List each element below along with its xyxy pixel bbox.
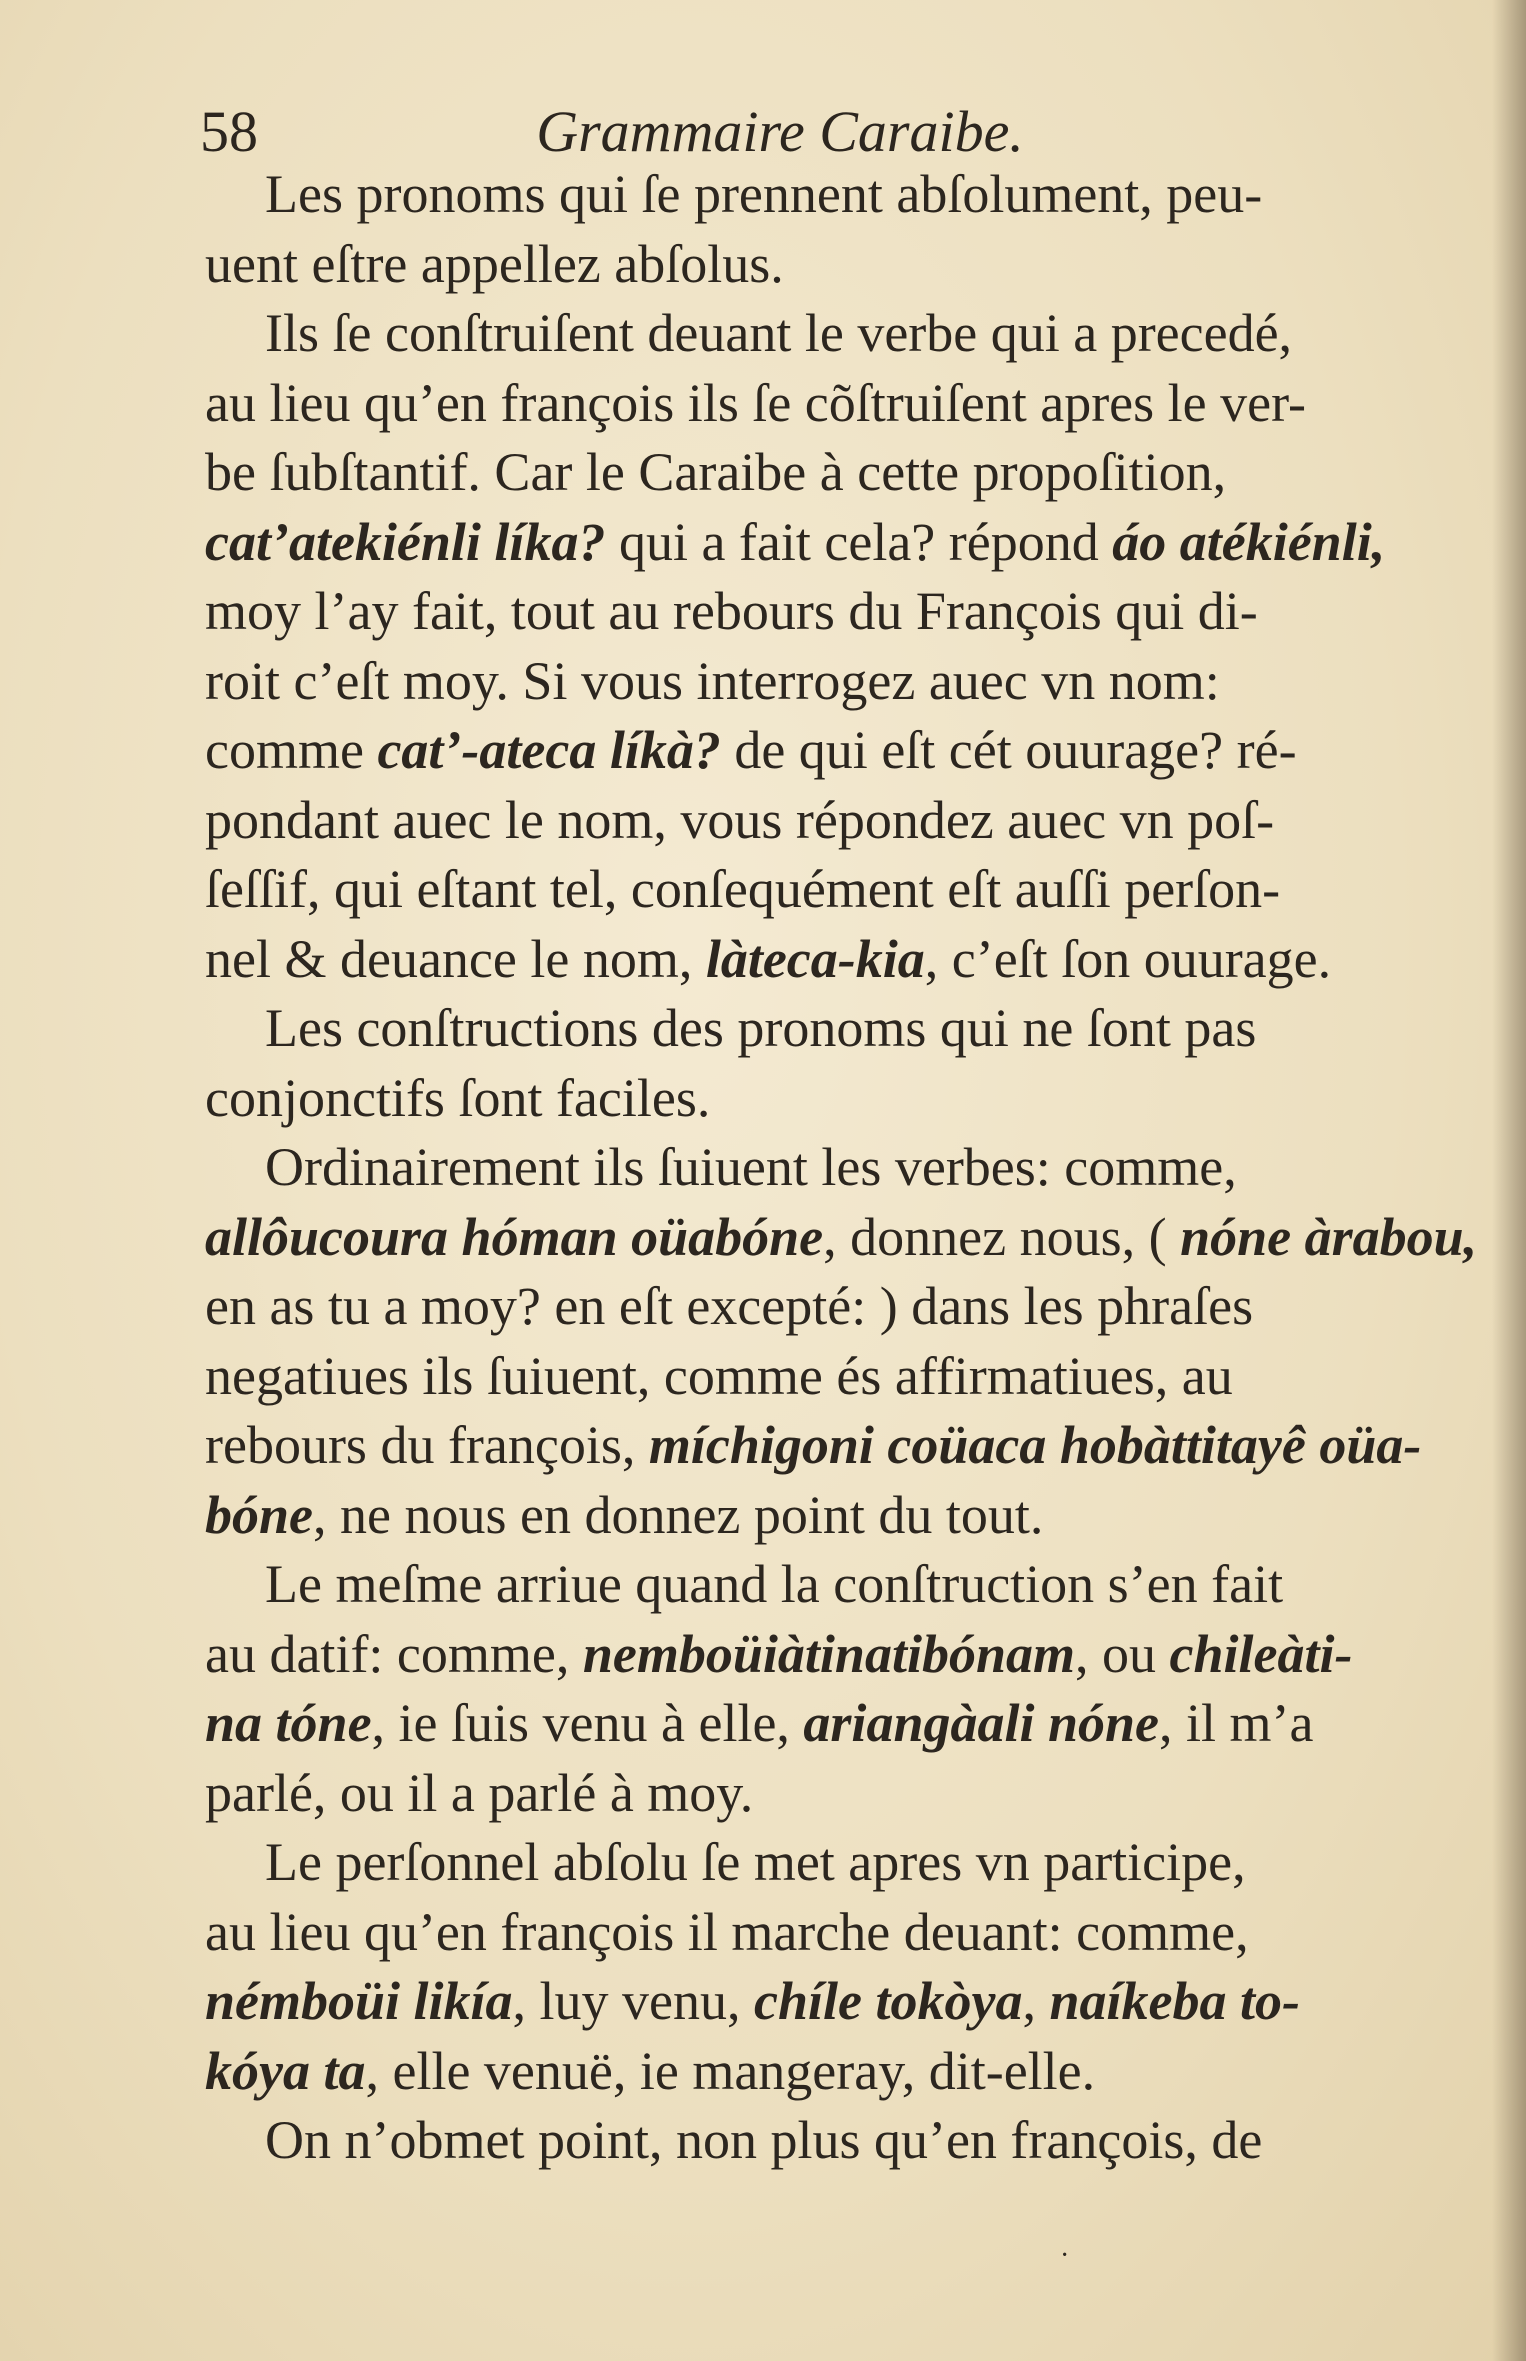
text-line: [205, 1828, 1495, 1898]
caribbean-term: áo atékiénli,: [1112, 511, 1386, 572]
text-line: [205, 577, 1495, 647]
text-run: rebours du françois,: [205, 1415, 649, 1475]
text-line: [205, 1203, 1495, 1273]
caribbean-term: làteca-kia: [705, 928, 925, 989]
caribbean-term: míchigoni coüaca hobàttitayê oüa-: [648, 1415, 1422, 1475]
text-line: [205, 1411, 1495, 1481]
caribbean-term: kóya ta: [205, 2040, 366, 2101]
caribbean-term: chileàti-: [1169, 1623, 1353, 1684]
text-line: [205, 438, 1495, 508]
text-run: pondant auec le nom, vous répondez auec vn poſ-: [205, 789, 1275, 850]
text-run: , luy venu,: [512, 1971, 755, 2031]
text-line: [205, 1898, 1495, 1968]
text-line: [205, 160, 1495, 230]
text-run: Les pronoms qui ſe prennent abſolument, peu-: [265, 164, 1263, 224]
text-line: [205, 1967, 1495, 2037]
text-run: comme: [205, 720, 378, 780]
caribbean-term: naíkeba to-: [1049, 1971, 1300, 2031]
text-run: moy l’ay fait, tout au rebours du François qui di-: [205, 581, 1258, 641]
page-gutter-shadow: [1492, 0, 1526, 2361]
text-line: [205, 647, 1495, 717]
text-run: , ie ſuis venu à elle,: [371, 1693, 804, 1753]
text-run: nel & deuance le nom,: [205, 928, 706, 989]
text-run: , c’eſt ſon ouurage.: [924, 928, 1332, 989]
caribbean-term: allôucoura hóman oüabóne: [205, 1206, 824, 1267]
caribbean-term: nemboüiàtinatibónam: [582, 1623, 1075, 1684]
caribbean-term: chíle tokòya: [754, 1971, 1023, 2031]
text-run: au lieu qu’en françois il marche deuant: comme,: [205, 1901, 1249, 1962]
text-run: , ne nous en donnez point du tout.: [313, 1484, 1044, 1545]
text-line: [205, 1759, 1495, 1829]
text-run: , elle venuë, ie mangeray, dit-elle.: [365, 2040, 1096, 2101]
text-run: On n’obmet point, non plus qu’en françois, de: [265, 2110, 1263, 2170]
text-line: [205, 1620, 1495, 1690]
text-run: Le meſme arriue quand la conſtruction s’en fait: [265, 1554, 1284, 1614]
text-run: Ordinairement ils ſuiuent les verbes: comme,: [265, 1137, 1237, 1197]
text-run: Les conſtructions des pronoms qui ne ſont pas: [265, 998, 1257, 1058]
text-run: negatiues ils ſuiuent, comme és affirmatiues, au: [205, 1345, 1233, 1406]
text-line: [205, 716, 1495, 786]
text-line: [205, 786, 1495, 856]
text-line: [205, 1481, 1495, 1551]
text-run: conjonctifs ſont faciles.: [205, 1067, 711, 1128]
text-line: [205, 1550, 1495, 1620]
text-run: , ou: [1075, 1623, 1170, 1684]
text-line: [205, 508, 1495, 578]
running-title: Grammaire Caraibe.: [536, 99, 1024, 164]
text-run: uent eſtre appellez abſolus.: [205, 233, 784, 294]
caribbean-term: cat’atekiénli líka?: [205, 511, 606, 572]
ink-speck: ·: [1060, 2240, 1070, 2271]
text-line: [205, 230, 1495, 300]
text-line: [205, 1272, 1495, 1342]
text-line: [205, 1064, 1495, 1134]
text-run: ,: [1022, 1971, 1050, 2031]
text-run: , il m’a: [1159, 1693, 1314, 1753]
text-line: [205, 369, 1495, 439]
text-run: be ſubſtantif. Car le Caraibe à cette propoſition,: [205, 442, 1227, 502]
text-line: [205, 994, 1495, 1064]
text-run: ſeſſif, qui eſtant tel, conſequément eſt auſſi perſon-: [205, 859, 1281, 919]
text-run: au datif: comme,: [205, 1623, 583, 1684]
caribbean-term: ariangàali nóne: [803, 1693, 1160, 1753]
page-number: 58: [200, 99, 258, 164]
text-run: , donnez nous, (: [823, 1206, 1181, 1267]
text-run: en as tu a moy? en eſt excepté: ) dans les phraſes: [205, 1276, 1254, 1336]
text-run: roit c’eſt moy. Si vous interrogez auec vn nom:: [205, 650, 1220, 711]
caribbean-term: cat’-ateca líkà?: [377, 720, 721, 780]
text-line: [205, 855, 1495, 925]
body-text: [205, 160, 1495, 2176]
text-line: [205, 925, 1495, 995]
text-run: Le perſonnel abſolu ſe met apres vn participe,: [265, 1832, 1246, 1892]
text-line: [205, 1133, 1495, 1203]
text-line: [205, 2037, 1495, 2107]
text-run: parlé, ou il a parlé à moy.: [205, 1762, 754, 1823]
text-run: de qui eſt cét ouurage? ré-: [720, 720, 1297, 780]
text-run: au lieu qu’en françois ils ſe cõſtruiſent apres le ver-: [205, 372, 1306, 433]
caribbean-term: némboüi likía: [205, 1971, 513, 2031]
text-line: [205, 1342, 1495, 1412]
caribbean-term: na tóne: [205, 1693, 372, 1753]
text-line: [205, 2106, 1495, 2176]
text-run: Ils ſe conſtruiſent deuant le verbe qui a precedé,: [265, 303, 1293, 363]
text-line: [205, 1689, 1495, 1759]
caribbean-term: nóne àrabou,: [1180, 1206, 1478, 1267]
text-run: qui a fait cela? répond: [605, 511, 1113, 572]
text-line: [205, 299, 1495, 369]
caribbean-term: bóne: [205, 1484, 313, 1545]
